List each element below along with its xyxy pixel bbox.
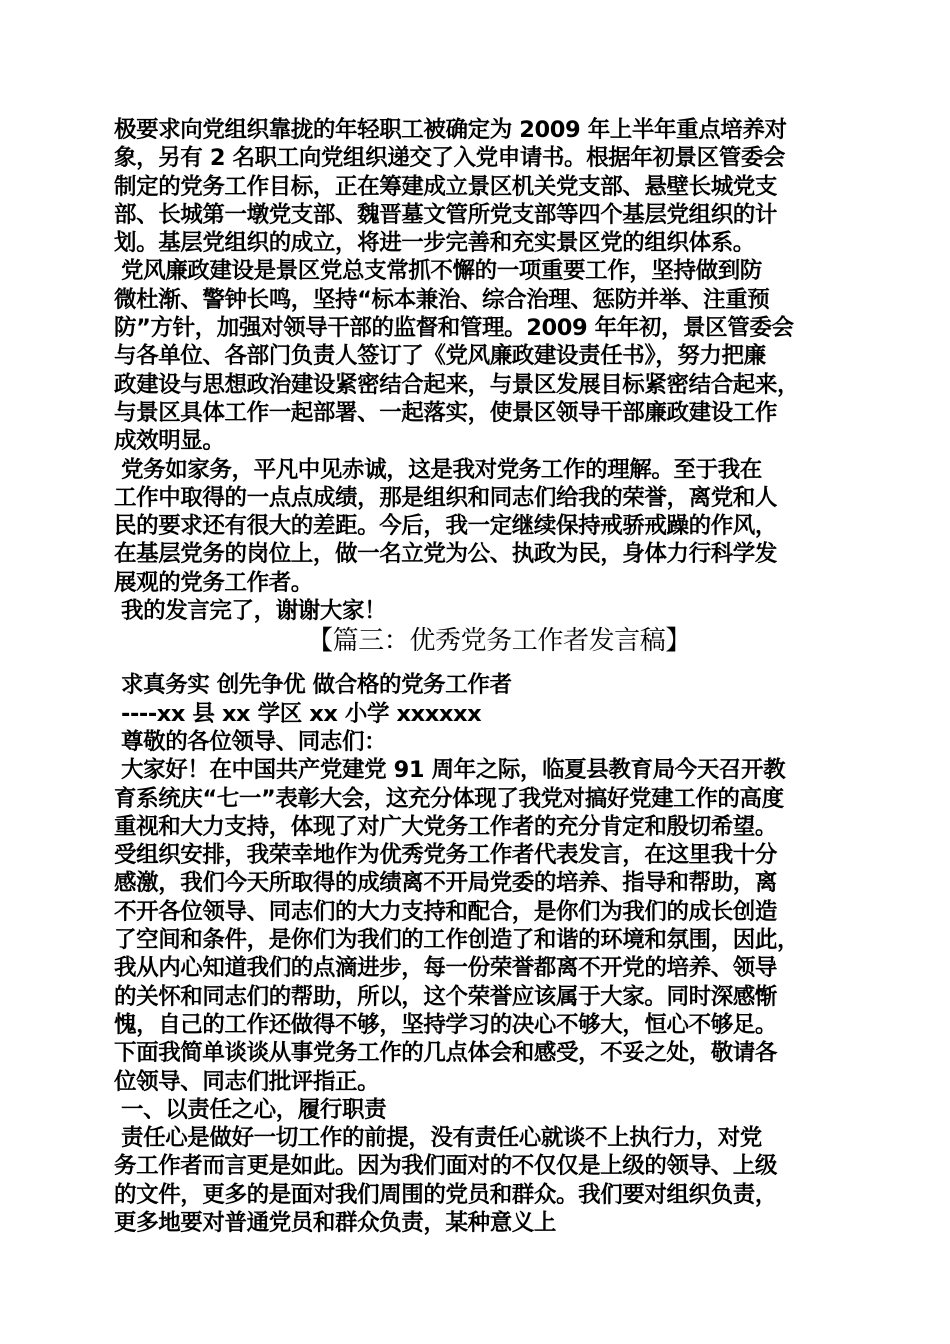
paragraph-line: 大家好！在中国共产党建党 91 周年之际，临夏县教育局今天召开教 <box>121 757 786 784</box>
paragraph-line: 象，另有 2 名职工向党组织递交了入党申请书。根据年初景区管委会 <box>114 145 786 172</box>
paragraph-line: 务工作者而言更是如此。因为我们面对的不仅仅是上级的领导、上级 <box>114 1153 778 1180</box>
paragraph-line: 在基层党务的岗位上，做一名立党为公、执政为民，身体力行科学发 <box>114 541 778 568</box>
paragraph-line: 部、长城第一墩党支部、魏晋墓文管所党支部等四个基层党组织的计 <box>114 201 778 228</box>
paragraph-line: 与各单位、各部门负责人签订了《党风廉政建设责任书》，努力把廉 <box>114 343 766 370</box>
paragraph-line: 不开各位领导、同志们的大力支持和配合，是你们为我们的成长创造 <box>114 898 778 925</box>
paragraph-line: 成效明显。 <box>114 428 225 455</box>
paragraph-line: 微杜渐、警钟长鸣，坚持“标本兼治、综合治理、惩防并举、注重预 <box>114 286 770 313</box>
paragraph-line: 制定的党务工作目标，正在筹建成立景区机关党支部、悬壁长城党支 <box>114 173 778 200</box>
paragraph-line: 我从内心知道我们的点滴进步，每一份荣誉都离不开党的培养、领导 <box>114 955 778 982</box>
document-body <box>114 116 844 1237</box>
paragraph-line: 更多地要对普通党员和群众负责，某种意义上 <box>114 1209 557 1236</box>
salutation: 尊敬的各位领导、同志们： <box>121 728 387 755</box>
paragraph-line: 了空间和条件，是你们为我们的工作创造了和谐的环境和氛围，因此， <box>114 927 800 954</box>
closing-line: 我的发言完了，谢谢大家！ <box>121 598 387 625</box>
paragraph-line: 重视和大力支持，体现了对广大党务工作者的充分肯定和殷切希望。 <box>114 813 778 840</box>
paragraph-line: 的关怀和同志们的帮助，所以，这个荣誉应该属于大家。同时深感惭 <box>114 983 778 1010</box>
paragraph-line: 党务如家务，平凡中见赤诚，这是我对党务工作的理解。至于我在 <box>121 456 762 483</box>
paragraph-line: 育系统庆“七一”表彰大会，这充分体现了我党对搞好党建工作的高度 <box>114 785 784 812</box>
paragraph-line: 感激，我们今天所取得的成绩离不开局党委的培养、指导和帮助，离 <box>114 870 778 897</box>
paragraph-line: 工作中取得的一点点成绩，那是组织和同志们给我的荣誉，离党和人 <box>114 484 778 511</box>
paragraph-line: 的文件，更多的是面对我们周围的党员和群众。我们要对组织负责， <box>114 1181 778 1208</box>
paragraph-line: 位领导、同志们批评指正。 <box>114 1068 380 1095</box>
paragraph-line: 责任心是做好一切工作的前提，没有责任心就谈不上执行力，对党 <box>121 1125 762 1152</box>
paragraph-line: 民的要求还有很大的差距。今后，我一定继续保持戒骄戒躁的作风， <box>114 513 778 540</box>
paragraph-line: 划。基层党组织的成立，将进一步完善和充实景区党的组织体系。 <box>114 230 755 257</box>
subheading: 一、以责任之心，履行职责 <box>121 1096 387 1123</box>
paragraph-line: 极要求向党组织靠拢的年轻职工被确定为 2009 年上半年重点培养对 <box>114 117 787 143</box>
paragraph-line: 愧，自己的工作还做得不够，坚持学习的决心不够大，恒心不够足。 <box>114 1011 778 1038</box>
paragraph-line: 受组织安排，我荣幸地作为优秀党务工作者代表发言，在这里我十分 <box>114 842 778 869</box>
paragraph-line: 党风廉政建设是景区党总支常抓不懈的一项重要工作，坚持做到防 <box>121 258 762 285</box>
paragraph-line: 防”方针，加强对领导干部的监督和管理。2009 年年初，景区管委会 <box>114 315 794 342</box>
paragraph-line: 与景区具体工作一起部署、一起落实，使景区领导干部廉政建设工作 <box>114 399 778 426</box>
paragraph-line: 政建设与思想政治建设紧密结合起来，与景区发展目标紧密结合起来， <box>114 371 800 398</box>
section-heading: 【篇三：优秀党务工作者发言稿】 <box>306 626 691 657</box>
paragraph-line: 展观的党务工作者。 <box>114 569 313 596</box>
speech-title: 求真务实 创先争优 做合格的党务工作者 <box>121 672 512 699</box>
paragraph-line: 下面我简单谈谈从事党务工作的几点体会和感受，不妥之处，敬请各 <box>114 1040 778 1067</box>
speech-author: ----xx 县 xx 学区 xx 小学 xxxxxx <box>121 700 482 727</box>
